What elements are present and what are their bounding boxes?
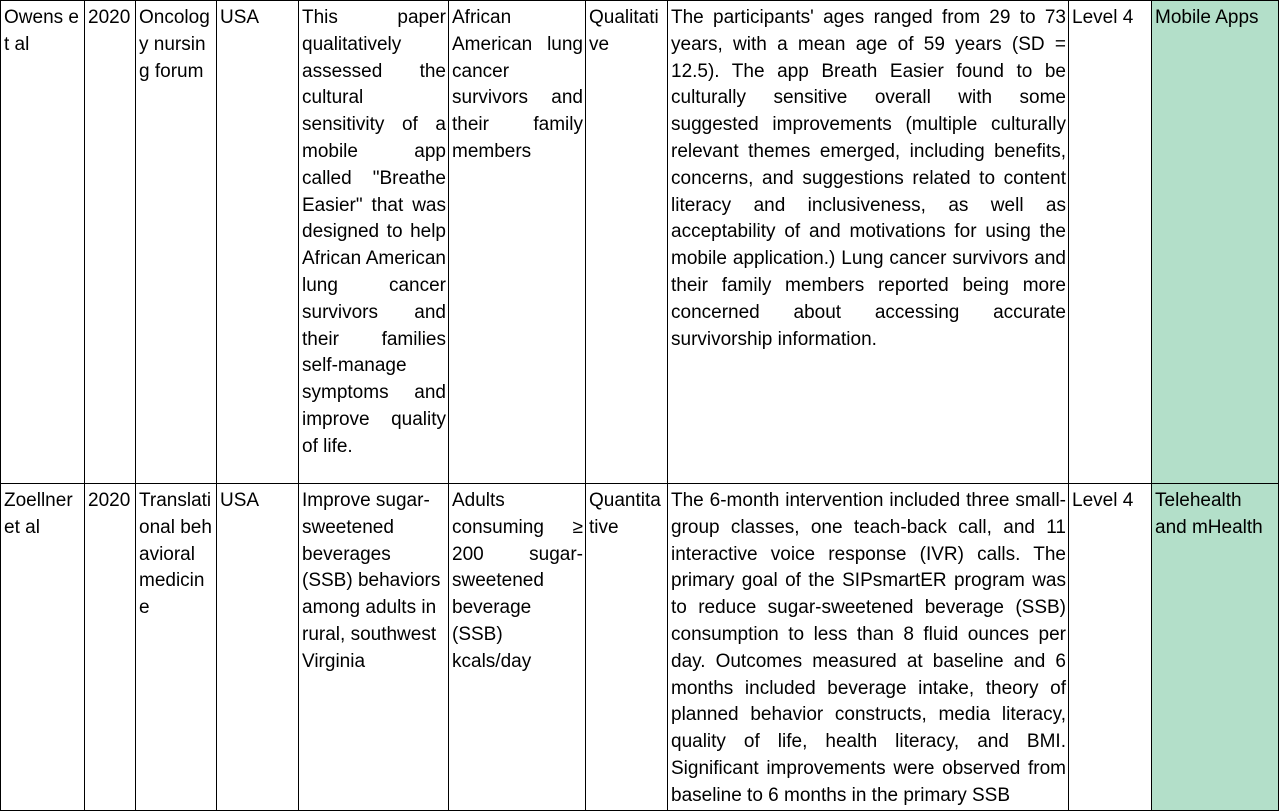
population-cell[interactable]: Adults consuming ≥ 200 sugar-sweetened beverage (SSB) kcals/day — [449, 484, 586, 811]
author-cell[interactable]: Owens et al — [1, 1, 85, 484]
country-cell[interactable]: USA — [217, 1, 299, 484]
author-cell[interactable]: Zoellner et al — [1, 484, 85, 811]
category-cell[interactable]: Mobile Apps — [1152, 1, 1279, 484]
journal-cell[interactable]: Translational behavioral medicine — [136, 484, 217, 811]
country-cell[interactable]: USA — [217, 484, 299, 811]
findings-cell[interactable]: The 6-month intervention included three small-group classes, one teach-back call, and 11 interactive voice response (IVR) calls. The primary goal of the SIPsmartER program was to reduce sugar-sweetened beverage (SSB) consumption to less than 8 fluid ounces per day. Outcomes measured at baseline and 6 months included beverage intake, theory of planned behavior constructs, media literacy, quality of life, health literacy, and BMI. Significant improvements were observed from baseline to 6 months in the primary SSB — [668, 484, 1069, 811]
findings-cell[interactable]: The participants' ages ranged from 29 to 73 years, with a mean age of 59 years (SD = 12.5). The app Breath Easier found to be culturally sensitive overall with some suggested improvements (multiple culturally relevant themes emerged, including benefits, concerns, and suggestions related to content literacy and inclusiveness, as well as acceptability of and motivations for using the mobile application.) Lung cancer survivors and their family members reported being more concerned about accessing accurate survivorship information. — [668, 1, 1069, 484]
category-cell[interactable]: Telehealth and mHealth — [1152, 484, 1279, 811]
table-row — [1, 484, 1279, 811]
aim-cell[interactable]: This paper qualitatively assessed the cultural sensitivity of a mobile app called "Breathe Easier" that was designed to help African American lung cancer survivors and their families self-manage symptoms and improve quality of life. — [299, 1, 449, 484]
journal-cell[interactable]: Oncology nursing forum — [136, 1, 217, 484]
population-cell[interactable]: African American lung cancer survivors and their family members — [449, 1, 586, 484]
design-cell[interactable]: Qualitative — [586, 1, 668, 484]
year-cell[interactable]: 2020 — [85, 1, 136, 484]
evidence-level-cell[interactable]: Level 4 — [1069, 484, 1152, 811]
aim-cell[interactable]: Improve sugar-sweetened beverages (SSB) behaviors among adults in rural, southwest Virginia — [299, 484, 449, 811]
evidence-level-cell[interactable]: Level 4 — [1069, 1, 1152, 484]
table-row — [1, 1, 1279, 484]
design-cell[interactable]: Quantitative — [586, 484, 668, 811]
year-cell[interactable]: 2020 — [85, 484, 136, 811]
